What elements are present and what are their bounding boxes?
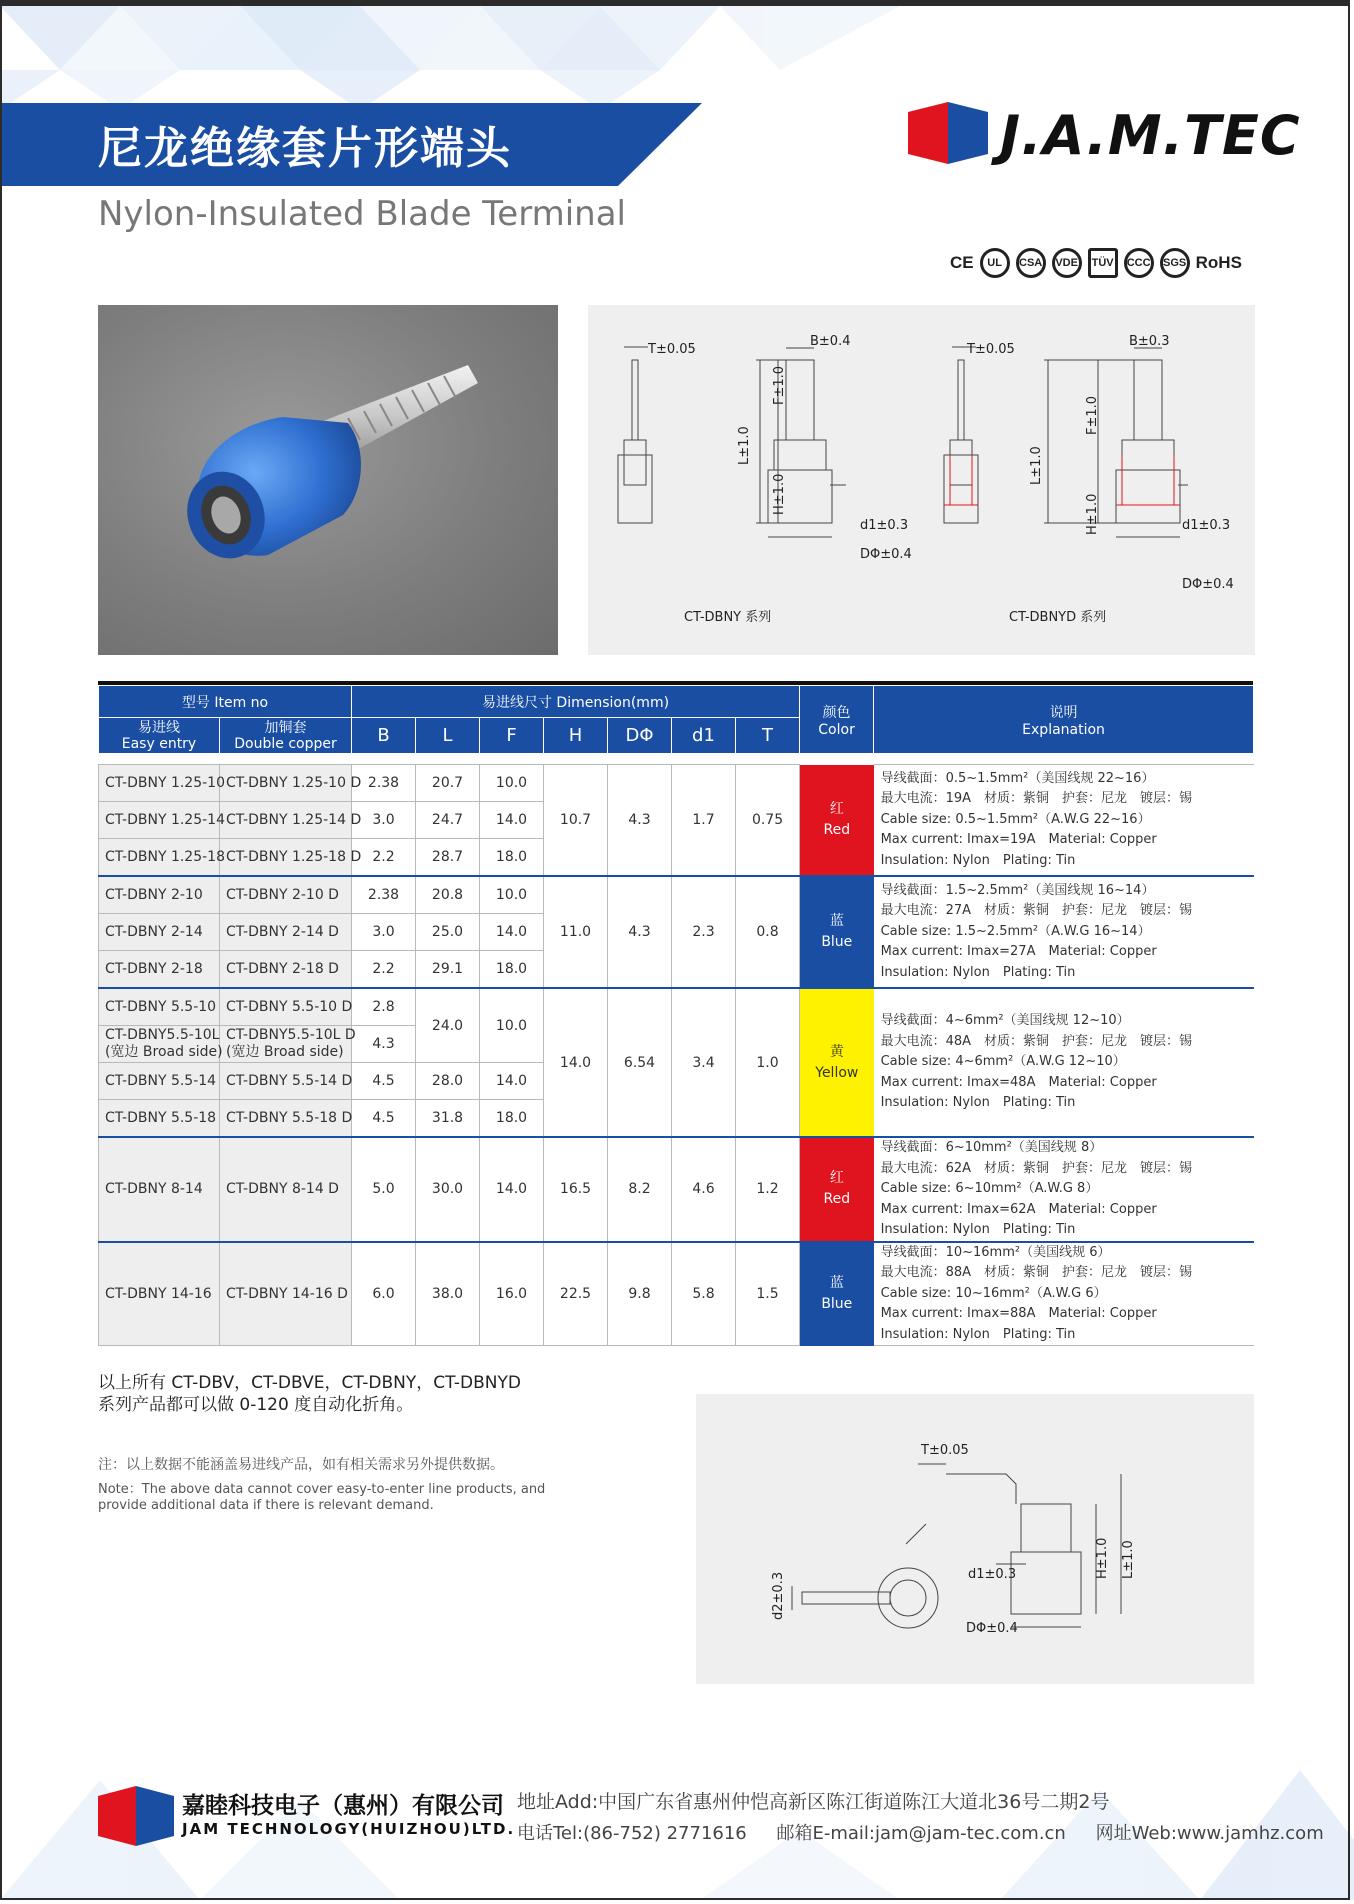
cell-dphi: 4.3 xyxy=(608,765,672,877)
cell-b: 3.0 xyxy=(352,802,416,839)
d1-tolerance-label-1: d1±0.3 xyxy=(860,518,909,533)
dphi-tolerance-label-1: DΦ±0.4 xyxy=(860,547,912,562)
item-double-copper: CT-DBNY 2-18 D xyxy=(220,951,352,989)
header-double-copper: 加铜套 Double copper xyxy=(220,718,352,754)
page-title-cn: 尼龙绝缘套片形端头 xyxy=(98,123,512,174)
cell-f: 18.0 xyxy=(480,839,544,877)
cell-t: 1.0 xyxy=(736,988,800,1137)
f-tolerance-label-1: F±1.0 xyxy=(772,365,787,405)
table-row xyxy=(99,765,1254,802)
explanation-cell: 导线截面：6~10mm²（美国线规 8） 最大电流：62A 材质：紫铜 护套：尼龙 镀层：锡 Cable size: 6~10mm²（A.W.G 8） Max current: Imax=62A Material: Copper Insulation: Nylon Plating: Tin xyxy=(874,1137,1254,1242)
cell-l: 38.0 xyxy=(416,1242,480,1346)
contact-line xyxy=(517,1819,1324,1845)
cell-f: 10.0 xyxy=(480,988,544,1063)
ul-mark-icon: UL xyxy=(980,248,1010,278)
cell-f: 10.0 xyxy=(480,765,544,802)
cell-d1: 4.6 xyxy=(672,1137,736,1242)
header-col-dphi: DΦ xyxy=(608,718,672,754)
cell-l: 20.8 xyxy=(416,876,480,914)
cell-l: 25.0 xyxy=(416,914,480,951)
f-tolerance-label-2: F±1.0 xyxy=(1085,395,1100,435)
color-swatch: 蓝 Blue xyxy=(800,876,874,988)
item-easy-entry: CT-DBNY 8-14 xyxy=(99,1137,220,1242)
certification-marks xyxy=(950,248,1242,278)
cell-dphi: 8.2 xyxy=(608,1137,672,1242)
footer-logo-mark xyxy=(98,1786,174,1846)
color-swatch: 红 Red xyxy=(800,1137,874,1242)
d1-tolerance-label-3: d1±0.3 xyxy=(968,1567,1017,1582)
ce-mark-icon: CE xyxy=(950,253,974,272)
table-row xyxy=(99,1242,1254,1346)
cell-f: 10.0 xyxy=(480,876,544,914)
item-double-copper: CT-DBNY5.5-10L D (宽边 Broad side) xyxy=(220,1026,352,1063)
product-photo xyxy=(98,305,558,655)
b-tolerance-label-2: B±0.3 xyxy=(1129,334,1170,349)
table-row xyxy=(99,876,1254,914)
item-easy-entry: CT-DBNY 5.5-18 xyxy=(99,1100,220,1138)
email-link[interactable]: 邮箱E-mail:jam@jam-tec.com.cn xyxy=(776,1823,1066,1844)
bend-dimension-diagram xyxy=(696,1394,1254,1684)
series-label-dbnyd: CT-DBNYD 系列 xyxy=(1009,610,1107,625)
notes-block xyxy=(98,1372,568,1514)
spec-table-body xyxy=(99,765,1254,1346)
company-address: 地址Add:中国广东省惠州仲恺高新区陈江街道陈江大道北36号二期2号 xyxy=(517,1791,1110,1813)
item-double-copper: CT-DBNY 2-14 D xyxy=(220,914,352,951)
phone-number: 电话Tel:(86-752) 2771616 xyxy=(517,1823,747,1844)
item-easy-entry: CT-DBNY5.5-10L (宽边 Broad side) xyxy=(99,1026,220,1063)
cell-b: 2.8 xyxy=(352,988,416,1026)
header-col-b: B xyxy=(352,718,416,754)
header-col-f: F xyxy=(480,718,544,754)
d1-tolerance-label-2: d1±0.3 xyxy=(1182,518,1231,533)
tuv-mark-icon: TÜV xyxy=(1088,248,1118,278)
rohs-mark-icon: RoHS xyxy=(1195,253,1242,272)
cell-b: 3.0 xyxy=(352,914,416,951)
color-swatch: 蓝 Blue xyxy=(800,1242,874,1346)
cell-f: 14.0 xyxy=(480,914,544,951)
h-tolerance-label-3: H±1.0 xyxy=(1095,1537,1110,1579)
item-double-copper: CT-DBNY 5.5-10 D xyxy=(220,988,352,1026)
dphi-tolerance-label-3: DΦ±0.4 xyxy=(966,1621,1018,1636)
cell-d1: 5.8 xyxy=(672,1242,736,1346)
cell-l: 30.0 xyxy=(416,1137,480,1242)
explanation-cell: 导线截面：1.5~2.5mm²（美国线规 16~14） 最大电流：27A 材质：紫铜 护套：尼龙 镀层：锡 Cable size: 1.5~2.5mm²（A.W.G 16~14） Max current: Imax=27A Material: Copper Insulation: Nylon Plating: Tin xyxy=(874,876,1254,988)
cell-t: 1.2 xyxy=(736,1137,800,1242)
h-tolerance-label-1: H±1.0 xyxy=(772,473,787,515)
cell-f: 18.0 xyxy=(480,951,544,989)
cell-f: 14.0 xyxy=(480,802,544,839)
cell-b: 2.38 xyxy=(352,876,416,914)
l-tolerance-label-2: L±1.0 xyxy=(1029,446,1044,485)
bend-drawing xyxy=(696,1394,1254,1684)
cell-b: 6.0 xyxy=(352,1242,416,1346)
note-en: Note：The above data cannot cover easy-to-enter line products, and provide additional data if there is relevant demand. xyxy=(98,1482,546,1513)
cell-t: 1.5 xyxy=(736,1242,800,1346)
item-easy-entry: CT-DBNY 1.25-10 xyxy=(99,765,220,802)
cell-d1: 3.4 xyxy=(672,988,736,1137)
cell-l: 24.7 xyxy=(416,802,480,839)
item-double-copper: CT-DBNY 1.25-10 D xyxy=(220,765,352,802)
series-label-dbny: CT-DBNY 系列 xyxy=(684,610,772,625)
cell-f: 14.0 xyxy=(480,1137,544,1242)
brand-logo-text: J.A.M.TEC xyxy=(1000,104,1301,167)
color-swatch: 红 Red xyxy=(800,765,874,877)
dimension-drawing xyxy=(588,305,1255,655)
table-row xyxy=(99,988,1254,1026)
explanation-cell: 导线截面：4~6mm²（美国线规 12~10） 最大电流：48A 材质：紫铜 护套：尼龙 镀层：锡 Cable size: 4~6mm²（A.W.G 12~10） Max current: Imax=48A Material: Copper Insulation: Nylon Plating: Tin xyxy=(874,988,1254,1137)
item-double-copper: CT-DBNY 5.5-18 D xyxy=(220,1100,352,1138)
item-easy-entry: CT-DBNY 5.5-14 xyxy=(99,1063,220,1100)
t-tolerance-label-3: T±0.05 xyxy=(921,1443,969,1458)
item-easy-entry: CT-DBNY 1.25-18 xyxy=(99,839,220,877)
blade-terminal-image xyxy=(98,305,558,655)
cell-h: 22.5 xyxy=(544,1242,608,1346)
item-easy-entry: CT-DBNY 2-10 xyxy=(99,876,220,914)
item-double-copper: CT-DBNY 1.25-18 D xyxy=(220,839,352,877)
terminal-dimension-diagram xyxy=(588,305,1255,655)
explanation-cell: 导线截面：10~16mm²（美国线规 6） 最大电流：88A 材质：紫铜 护套：尼龙 镀层：锡 Cable size: 10~16mm²（A.W.G 6） Max current: Imax=88A Material: Copper Insulation: Nylon Plating: Tin xyxy=(874,1242,1254,1346)
cell-h: 10.7 xyxy=(544,765,608,877)
cell-t: 0.75 xyxy=(736,765,800,877)
item-easy-entry: CT-DBNY 1.25-14 xyxy=(99,802,220,839)
brand-logo-mark xyxy=(908,102,988,164)
header-explanation: 说明 Explanation xyxy=(874,686,1254,754)
t-tolerance-label-2: T±0.05 xyxy=(967,342,1015,357)
header-item-no: 型号 Item no xyxy=(99,686,352,718)
cell-b: 4.5 xyxy=(352,1100,416,1138)
b-tolerance-label-1: B±0.4 xyxy=(810,334,851,349)
item-double-copper: CT-DBNY 14-16 D xyxy=(220,1242,352,1346)
note-cn: 注：以上数据不能涵盖易进线产品，如有相关需求另外提供数据。 xyxy=(98,1457,504,1473)
header-easy-entry: 易进线 Easy entry xyxy=(99,718,220,754)
cell-dphi: 4.3 xyxy=(608,876,672,988)
cell-f: 14.0 xyxy=(480,1063,544,1100)
header-col-t: T xyxy=(736,718,800,754)
item-double-copper: CT-DBNY 1.25-14 D xyxy=(220,802,352,839)
ccc-mark-icon: CCC xyxy=(1124,248,1154,278)
d2-tolerance-label: d2±0.3 xyxy=(771,1571,786,1620)
item-easy-entry: CT-DBNY 2-18 xyxy=(99,951,220,989)
header-col-d1: d1 xyxy=(672,718,736,754)
cell-f: 18.0 xyxy=(480,1100,544,1138)
cell-f: 16.0 xyxy=(480,1242,544,1346)
cell-b: 5.0 xyxy=(352,1137,416,1242)
t-tolerance-label-1: T±0.05 xyxy=(648,342,696,357)
cell-dphi: 6.54 xyxy=(608,988,672,1137)
header-col-l: L xyxy=(416,718,480,754)
l-tolerance-label-3: L±1.0 xyxy=(1121,1540,1136,1579)
dphi-tolerance-label-2: DΦ±0.4 xyxy=(1182,577,1234,592)
header-color: 颜色 Color xyxy=(800,686,874,754)
cell-dphi: 9.8 xyxy=(608,1242,672,1346)
csa-mark-icon: CSA xyxy=(1016,248,1046,278)
item-easy-entry: CT-DBNY 14-16 xyxy=(99,1242,220,1346)
cell-d1: 2.3 xyxy=(672,876,736,988)
cell-l: 28.7 xyxy=(416,839,480,877)
note-main: 以上所有 CT-DBV，CT-DBVE，CT-DBNY，CT-DBNYD 系列产品都可以做 0-120 度自动化折角。 xyxy=(98,1373,521,1415)
header-col-h: H xyxy=(544,718,608,754)
sgs-mark-icon: SGS xyxy=(1160,248,1190,278)
header-dimension: 易进线尺寸 Dimension(mm) xyxy=(352,686,800,718)
cell-l: 20.7 xyxy=(416,765,480,802)
company-name-cn: 嘉睦科技电子（惠州）有限公司 xyxy=(182,1793,504,1819)
item-double-copper: CT-DBNY 8-14 D xyxy=(220,1137,352,1242)
cell-t: 0.8 xyxy=(736,876,800,988)
cell-l: 31.8 xyxy=(416,1100,480,1138)
website-link[interactable]: 网址Web:www.jamhz.com xyxy=(1095,1823,1324,1844)
item-double-copper: CT-DBNY 2-10 D xyxy=(220,876,352,914)
explanation-cell: 导线截面：0.5~1.5mm²（美国线规 22~16） 最大电流：19A 材质：紫铜 护套：尼龙 镀层：锡 Cable size: 0.5~1.5mm²（A.W.G 22~16） Max current: Imax=19A Material: Copper Insulation: Nylon Plating: Tin xyxy=(874,765,1254,877)
cell-l: 29.1 xyxy=(416,951,480,989)
table-row xyxy=(99,1137,1254,1242)
page-title-en: Nylon-Insulated Blade Terminal xyxy=(98,194,626,234)
item-double-copper: CT-DBNY 5.5-14 D xyxy=(220,1063,352,1100)
cell-b: 2.38 xyxy=(352,765,416,802)
item-easy-entry: CT-DBNY 5.5-10 xyxy=(99,988,220,1026)
h-tolerance-label-2: H±1.0 xyxy=(1085,493,1100,535)
cell-l: 24.0 xyxy=(416,988,480,1063)
cell-b: 2.2 xyxy=(352,839,416,877)
cell-l: 28.0 xyxy=(416,1063,480,1100)
l-tolerance-label-1: L±1.0 xyxy=(737,426,752,465)
cell-b: 4.3 xyxy=(352,1026,416,1063)
cell-d1: 1.7 xyxy=(672,765,736,877)
company-name-en: JAM TECHNOLOGY(HUIZHOU)LTD. xyxy=(182,1820,516,1838)
color-swatch: 黄 Yellow xyxy=(800,988,874,1137)
cell-h: 14.0 xyxy=(544,988,608,1137)
vde-mark-icon: VDE xyxy=(1052,248,1082,278)
cell-b: 2.2 xyxy=(352,951,416,989)
cell-h: 11.0 xyxy=(544,876,608,988)
item-easy-entry: CT-DBNY 2-14 xyxy=(99,914,220,951)
cell-b: 4.5 xyxy=(352,1063,416,1100)
spec-table xyxy=(98,685,1254,1346)
cell-h: 16.5 xyxy=(544,1137,608,1242)
